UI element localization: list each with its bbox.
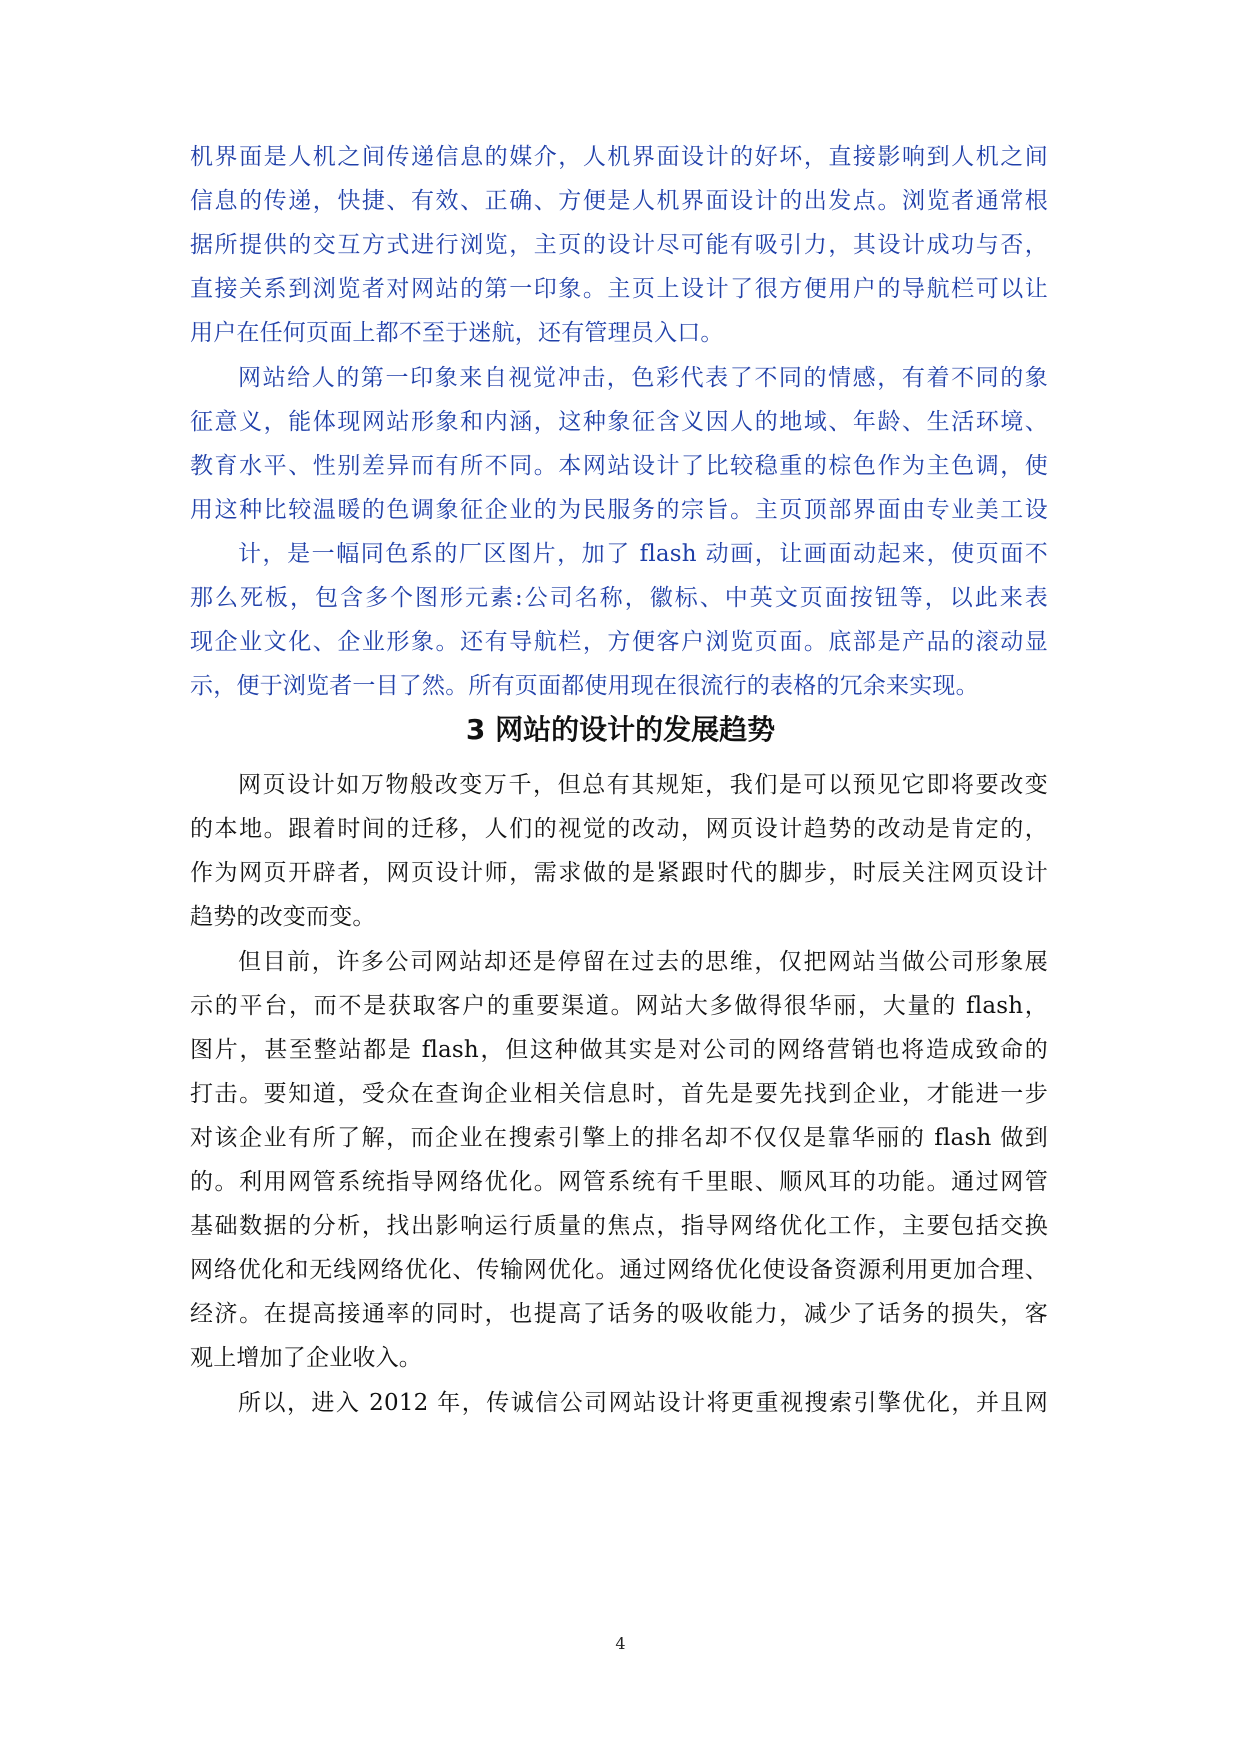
paragraph-line: 趋势的改变而变。 xyxy=(190,904,376,930)
paragraph-line: 信息的传递，快捷、有效、正确、方便是人机界面设计的出发点。浏览者通常根 xyxy=(190,188,1048,214)
paragraph-line: 机界面是人机之间传递信息的媒介，人机界面设计的好坏，直接影响到人机之间 xyxy=(190,144,1048,170)
paragraph-line: 观上增加了企业收入。 xyxy=(190,1345,422,1371)
paragraph-line: 用这种比较温暖的色调象征企业的为民服务的宗旨。主页顶部界面由专业美工设 xyxy=(190,497,1048,523)
paragraph-line: 图片，甚至整站都是 flash，但这种做其实是对公司的网络营销也将造成致命的 xyxy=(190,1037,1048,1063)
paragraph-line: 经济。在提高接通率的同时，也提高了话务的吸收能力，减少了话务的损失，客 xyxy=(190,1301,1048,1327)
paragraph-line: 所以，进入 2012 年，传诚信公司网站设计将更重视搜索引擎优化，并且网 xyxy=(238,1390,1048,1416)
paragraph-line: 网络优化和无线网络优化、传输网优化。通过网络优化使设备资源利用更加合理、 xyxy=(190,1257,1048,1283)
section-heading: 3 网站的设计的发展趋势 xyxy=(465,713,776,746)
paragraph-line: 征意义，能体现网站形象和内涵，这种象征含义因人的地域、年龄、生活环境、 xyxy=(190,409,1048,435)
paragraph-line: 那么死板，包含多个图形元素:公司名称，徽标、中英文页面按钮等，以此来表 xyxy=(190,585,1048,611)
paragraph-line: 打击。要知道，受众在查询企业相关信息时，首先是要先找到企业，才能进一步 xyxy=(190,1081,1048,1107)
paragraph-line: 用户在任何页面上都不至于迷航，还有管理员入口。 xyxy=(190,320,724,346)
paragraph-line: 作为网页开辟者，网页设计师，需求做的是紧跟时代的脚步，时辰关注网页设计 xyxy=(190,860,1048,886)
paragraph-line: 直接关系到浏览者对网站的第一印象。主页上设计了很方便用户的导航栏可以让 xyxy=(190,276,1048,302)
paragraph-line: 的。利用网管系统指导网络优化。网管系统有千里眼、顺风耳的功能。通过网管 xyxy=(190,1169,1048,1195)
page-number: 4 xyxy=(615,1634,626,1653)
paragraph-line: 示的平台，而不是获取客户的重要渠道。网站大多做得很华丽，大量的 flash， xyxy=(190,993,1048,1019)
paragraph-line: 的本地。跟着时间的迁移，人们的视觉的改动，网页设计趋势的改动是肯定的， xyxy=(190,816,1048,842)
paragraph-line: 据所提供的交互方式进行浏览，主页的设计尽可能有吸引力，其设计成功与否， xyxy=(190,232,1048,258)
paragraph-line: 基础数据的分析，找出影响运行质量的焦点，指导网络优化工作，主要包括交换 xyxy=(190,1213,1048,1239)
paragraph-line: 但目前，许多公司网站却还是停留在过去的思维，仅把网站当做公司形象展 xyxy=(238,949,1048,975)
paragraph-line: 教育水平、性别差异而有所不同。本网站设计了比较稳重的棕色作为主色调，使 xyxy=(190,453,1048,479)
paragraph-line: 对该企业有所了解，而企业在搜索引擎上的排名却不仅仅是靠华丽的 flash 做到 xyxy=(190,1125,1048,1151)
paragraph-line: 现企业文化、企业形象。还有导航栏，方便客户浏览页面。底部是产品的滚动显 xyxy=(190,629,1048,655)
paragraph-line: 网页设计如万物般改变万千，但总有其规矩，我们是可以预见它即将要改变 xyxy=(238,772,1048,798)
paragraph-line: 计，是一幅同色系的厂区图片，加了 flash 动画，让画面动起来，使页面不 xyxy=(238,541,1048,567)
paragraph-line: 网站给人的第一印象来自视觉冲击，色彩代表了不同的情感，有着不同的象 xyxy=(238,365,1048,391)
paragraph-line: 示，便于浏览者一目了然。所有页面都使用现在很流行的表格的冗余来实现。 xyxy=(190,673,979,699)
